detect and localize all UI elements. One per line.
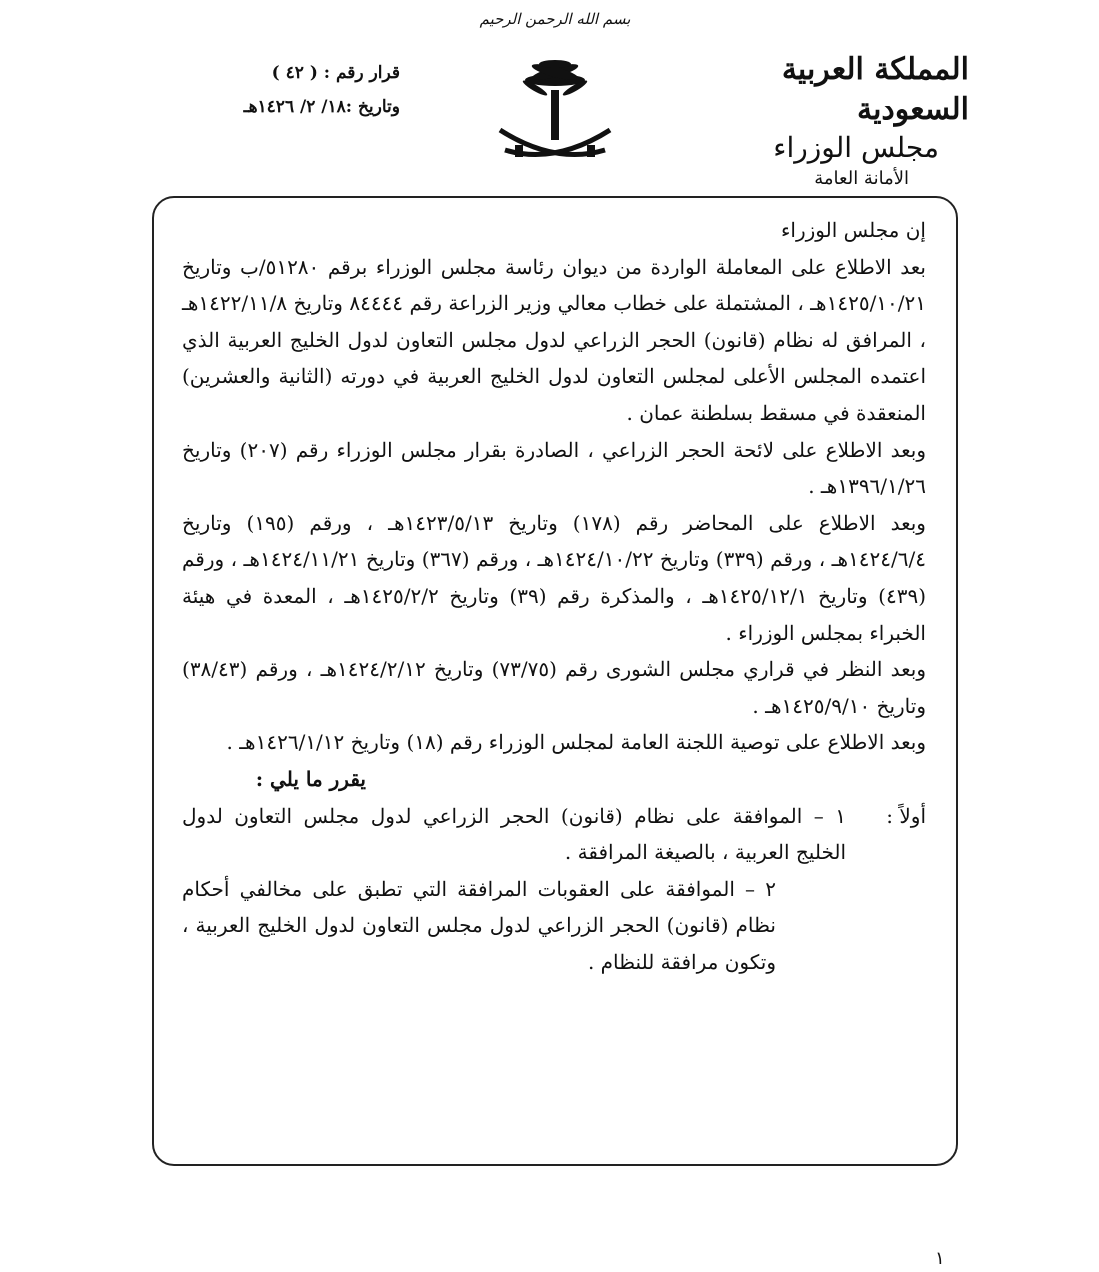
letterhead-right — [689, 50, 969, 192]
page-mark: ١ — [935, 1248, 945, 1269]
decision-date: وتاريخ :١٨/ ٢/ ١٤٢٦هـ — [243, 97, 400, 117]
saudi-emblem-icon — [495, 50, 615, 180]
decision-number: قرار رقم : ( ٤٢ ) — [271, 63, 400, 83]
document-body — [182, 212, 926, 980]
clause-item-1: ١ – الموافقة على نظام (قانون) الحجر الزراعي لدول مجلس التعاون لدول الخليج العربية ، بالصيغة المرافقة . — [182, 803, 846, 865]
paragraph-3: وبعد الاطلاع على المحاضر رقم (١٧٨) وتاريخ ١٤٢٣/٥/١٣هـ ، ورقم (١٩٥) وتاريخ ١٤٢٤/٦/٤هـ ، ورقم (٣٣٩) وتاريخ ١٤٢٤/١٠/٢٢هـ ، ورقم (٣٦٧) وتاريخ ١٤٢٤/١١/٢١هـ ، ورقم (٤٣٩) وتاريخ ١٤٢٥/١٢/١هـ ، والمذكرة رقم (٣٩) وتاريخ ١٤٢٥/٢/٢هـ ، المعدة في هيئة الخبراء بمجلس الوزراء . — [182, 510, 926, 645]
clause-item-2: ٢ – الموافقة على العقوبات المرافقة التي تطبق على مخالفي أحكام نظام (قانون) الحجر الزراعي لدول مجلس التعاون لدول الخليج العربية ، وتكون مرافقة للنظام . — [182, 876, 776, 974]
kingdom-name: المملكة العربية السعودية — [781, 52, 969, 127]
paragraph-5: وبعد الاطلاع على توصية اللجنة العامة لمجلس الوزراء رقم (١٨) وتاريخ ١٤٢٦/١/١٢هـ . — [226, 730, 926, 755]
paragraph-4: وبعد النظر في قراري مجلس الشورى رقم (٧٣/٧٥) وتاريخ ١٤٢٤/٢/١٢هـ ، ورقم (٣٨/٤٣) وتاريخ ١٤٢٥/٩/١٠هـ . — [182, 657, 926, 718]
decision-info — [160, 56, 400, 124]
secretariat-name: الأمانة العامة — [814, 168, 909, 189]
opening-line: إن مجلس الوزراء — [781, 218, 926, 242]
paragraph-1: بعد الاطلاع على المعاملة الواردة من ديوان رئاسة مجلس الوزراء برقم ٥١٢٨٠/ب وتاريخ ١٤٢٥/١٠/٢١هـ ، المشتملة على خطاب معالي وزير الزراعة رقم ٨٤٤٤٤ وتاريخ ١٤٢٢/١١/٨هـ ، المرافق له نظام (قانون) الحجر الزراعي لدول مجلس التعاون لدول الخليج العربية الذي اعتمده المجلس الأعلى لمجلس التعاون لدول الخليج العربية في دورته (الثانية والعشرين) المنعقدة في مسقط بسلطنة عمان . — [182, 254, 927, 425]
first-label: أولاً : — [886, 803, 926, 828]
decides-heading: يقرر ما يلي : — [255, 766, 366, 791]
council-name: مجلس الوزراء — [773, 131, 939, 164]
paragraph-2: وبعد الاطلاع على لائحة الحجر الزراعي ، الصادرة بقرار مجلس الوزراء رقم (٢٠٧) وتاريخ ١٣٩٦/١/٢٦هـ . — [182, 437, 926, 499]
first-clause — [182, 798, 926, 871]
basmala: بسم الله الرحمن الرحيم — [479, 10, 631, 28]
